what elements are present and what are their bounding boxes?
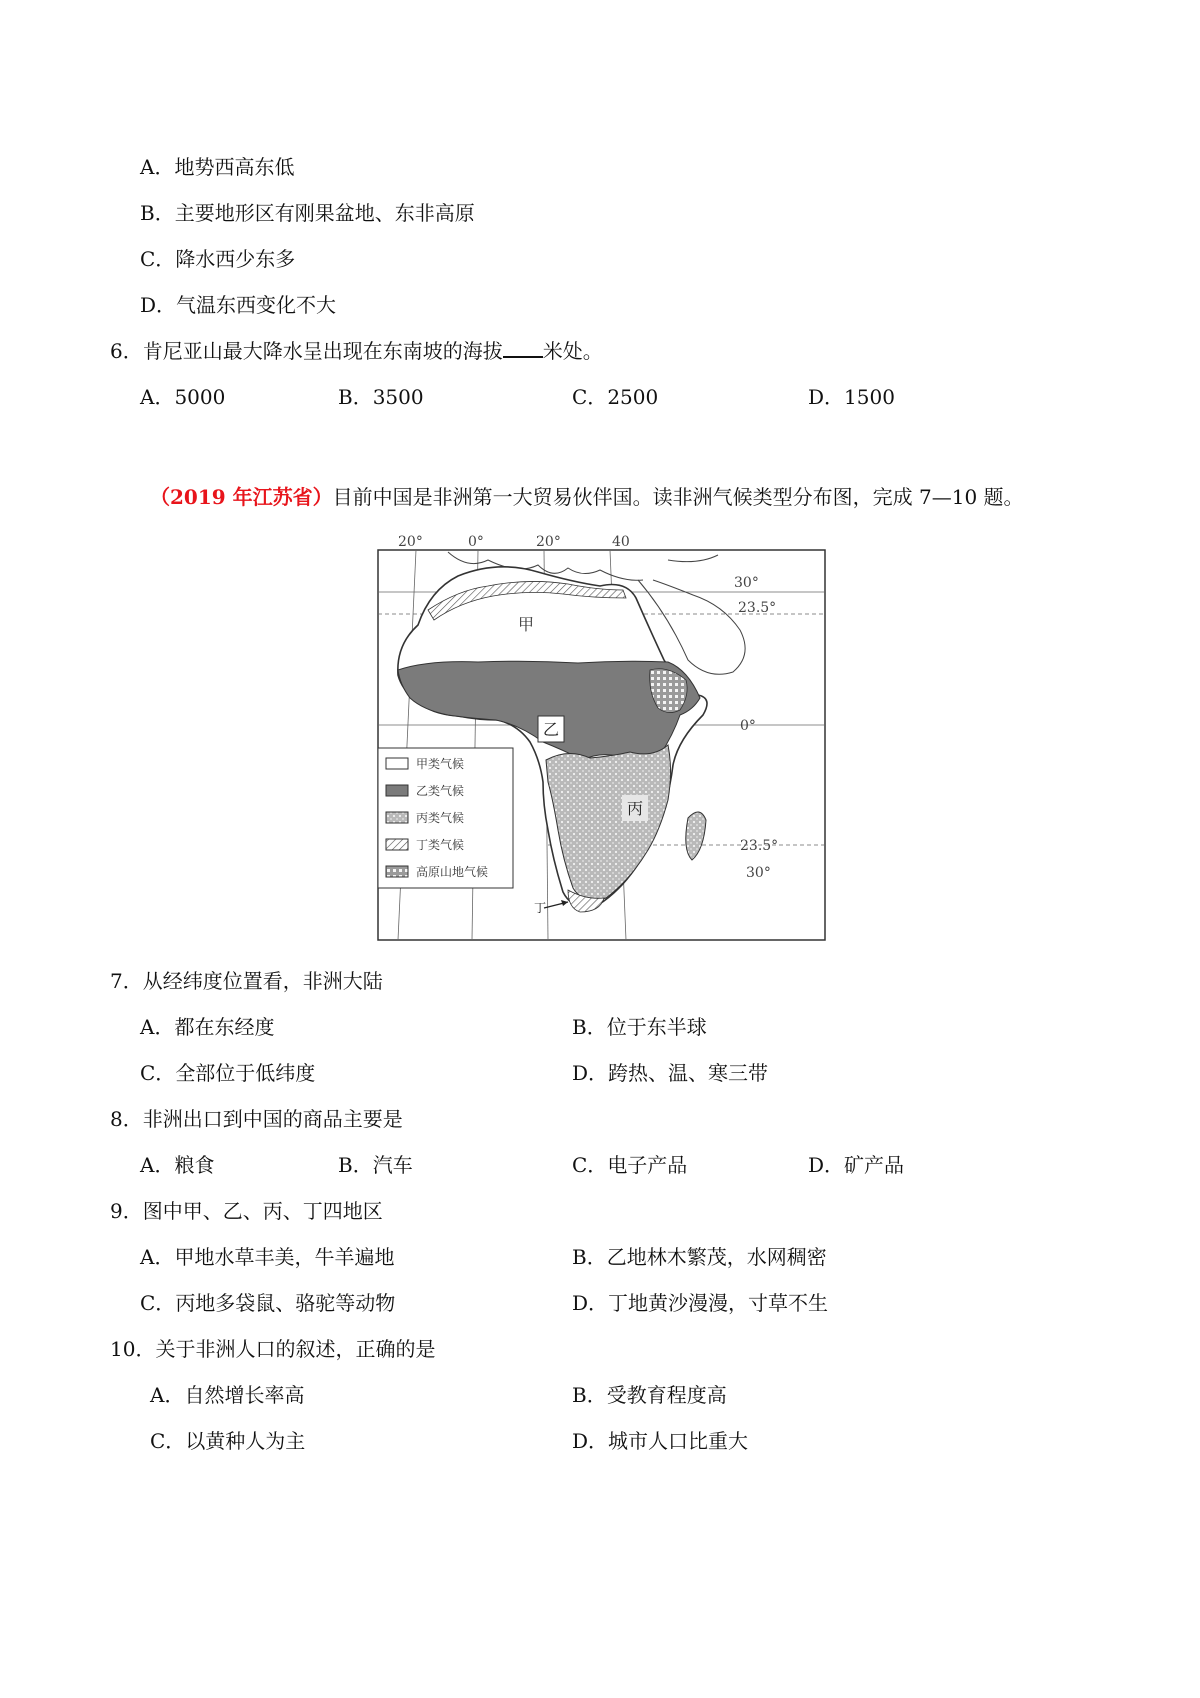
stem-text: 肯尼亚山最大降水呈出现在东南坡的海拔	[142, 339, 503, 363]
q9-option-d	[572, 1290, 828, 1316]
q10-stem	[110, 1336, 435, 1362]
lat-label-23n: 23.5°	[738, 600, 777, 616]
q10-option-c	[150, 1428, 305, 1454]
intro-text: 目前中国是非洲第一大贸易伙伴国。读非洲气候类型分布图，完成 7—10 题。	[332, 485, 1024, 509]
q9-stem	[110, 1198, 383, 1224]
label-yi: 乙	[543, 720, 560, 739]
lon-label-20w: 20°	[398, 534, 423, 550]
q6-option-b	[338, 384, 424, 410]
label-bing: 丙	[627, 799, 644, 818]
q10-option-d	[572, 1428, 748, 1454]
option-letter: A．	[140, 1153, 175, 1177]
lat-label-30s: 30°	[746, 865, 771, 881]
option-text: 跨热、温、寒三带	[608, 1061, 769, 1085]
option-text: 甲地水草丰美，牛羊遍地	[174, 1245, 395, 1269]
option-letter: A．	[140, 1015, 175, 1039]
option-text: 粮食	[174, 1153, 215, 1177]
label-ding: 丁	[534, 901, 547, 915]
option-letter: B．	[572, 1383, 607, 1407]
q7-stem	[110, 968, 383, 994]
option-letter: B．	[140, 201, 175, 225]
map-legend	[378, 748, 513, 888]
option-text: 主要地形区有刚果盆地、东非高原	[174, 201, 475, 225]
q9-option-c	[140, 1290, 395, 1316]
question-number: 7．	[110, 969, 143, 993]
label-jia: 甲	[518, 615, 535, 634]
lon-label-40e: 40	[612, 534, 630, 550]
legend-swatch-jia	[386, 758, 408, 769]
option-letter: A．	[140, 1245, 175, 1269]
option-text: 地势西高东低	[174, 155, 295, 179]
option-letter: D．	[140, 293, 177, 317]
q6-option-c	[572, 384, 658, 410]
option-text: 位于东半球	[606, 1015, 707, 1039]
option-text: 1500	[844, 385, 895, 409]
q7-option-a	[140, 1014, 274, 1040]
option-letter: C．	[140, 247, 176, 271]
option-letter: A．	[140, 385, 175, 409]
option-text: 矿产品	[844, 1153, 905, 1177]
option-letter: B．	[572, 1245, 607, 1269]
option-text: 5000	[174, 385, 226, 409]
option-text: 自然增长率高	[184, 1383, 305, 1407]
intro-line	[150, 484, 1024, 510]
option-letter: B．	[338, 385, 373, 409]
lat-label-23s: 23.5°	[740, 838, 779, 854]
stem-text: 非洲出口到中国的商品主要是	[142, 1107, 403, 1131]
lat-label-30n: 30°	[734, 575, 759, 591]
q8-option-c	[572, 1152, 687, 1178]
q10-option-a	[150, 1382, 304, 1408]
q5-option-a	[140, 154, 294, 180]
option-letter: C．	[572, 385, 608, 409]
lon-label-20e: 20°	[536, 534, 561, 550]
option-text: 2500	[607, 385, 659, 409]
q7-option-b	[572, 1014, 707, 1040]
option-letter: C．	[572, 1153, 608, 1177]
option-letter: D．	[808, 1153, 845, 1177]
legend-swatch-highland	[386, 866, 408, 877]
option-text: 城市人口比重大	[608, 1429, 749, 1453]
q8-option-a	[140, 1152, 214, 1178]
option-letter: A．	[140, 155, 175, 179]
legend-label: 高原山地气候	[416, 865, 489, 879]
option-letter: D．	[808, 385, 845, 409]
option-letter: D．	[572, 1061, 609, 1085]
question-number: 6．	[110, 339, 143, 363]
legend-label: 乙类气候	[416, 784, 465, 798]
q8-option-d	[808, 1152, 904, 1178]
legend-label: 甲类气候	[416, 757, 465, 771]
option-letter: D．	[572, 1429, 609, 1453]
q10-option-b	[572, 1382, 727, 1408]
legend-label: 丙类气候	[416, 811, 465, 825]
option-text: 以黄种人为主	[185, 1429, 306, 1453]
option-letter: B．	[572, 1015, 607, 1039]
q9-option-b	[572, 1244, 827, 1270]
q7-option-d	[572, 1060, 768, 1086]
legend-swatch-yi	[386, 785, 408, 796]
q8-option-b	[338, 1152, 413, 1178]
q5-option-b	[140, 200, 475, 226]
legend-swatch-ding	[386, 839, 408, 850]
option-text: 受教育程度高	[606, 1383, 727, 1407]
option-text: 电子产品	[607, 1153, 688, 1177]
option-letter: C．	[150, 1429, 186, 1453]
option-text: 全部位于低纬度	[175, 1061, 316, 1085]
option-text: 汽车	[372, 1153, 413, 1177]
q9-option-a	[140, 1244, 394, 1270]
q6-option-d	[808, 384, 895, 410]
legend-swatch-bing	[386, 812, 408, 823]
option-text: 乙地林木繁茂，水网稠密	[606, 1245, 827, 1269]
option-letter: C．	[140, 1291, 176, 1315]
stem-text: 关于非洲人口的叙述，正确的是	[155, 1337, 436, 1361]
option-letter: D．	[572, 1291, 609, 1315]
stem-text: 米处。	[542, 339, 603, 363]
q7-option-c	[140, 1060, 315, 1086]
question-number: 9．	[110, 1199, 143, 1223]
q6-option-a	[140, 384, 225, 410]
legend-label: 丁类气候	[416, 838, 465, 852]
q8-stem	[110, 1106, 403, 1132]
stem-text: 从经纬度位置看，非洲大陆	[142, 969, 383, 993]
option-text: 丁地黄沙漫漫，寸草不生	[608, 1291, 829, 1315]
lon-label-0: 0°	[468, 534, 484, 550]
question-number: 10．	[110, 1337, 156, 1361]
option-letter: B．	[338, 1153, 373, 1177]
africa-climate-map	[368, 520, 833, 945]
option-text: 3500	[372, 385, 424, 409]
answer-blank	[503, 338, 543, 358]
option-text: 都在东经度	[174, 1015, 275, 1039]
source-tag: （2019 年江苏省）	[150, 485, 333, 509]
option-text: 气温东西变化不大	[176, 293, 337, 317]
question-number: 8．	[110, 1107, 143, 1131]
lat-label-0: 0°	[740, 718, 756, 734]
q5-option-c	[140, 246, 295, 272]
option-text: 丙地多袋鼠、骆驼等动物	[175, 1291, 396, 1315]
q5-option-d	[140, 292, 336, 318]
q6-stem	[110, 338, 603, 364]
stem-text: 图中甲、乙、丙、丁四地区	[142, 1199, 383, 1223]
option-text: 降水西少东多	[175, 247, 296, 271]
option-letter: C．	[140, 1061, 176, 1085]
option-letter: A．	[150, 1383, 185, 1407]
